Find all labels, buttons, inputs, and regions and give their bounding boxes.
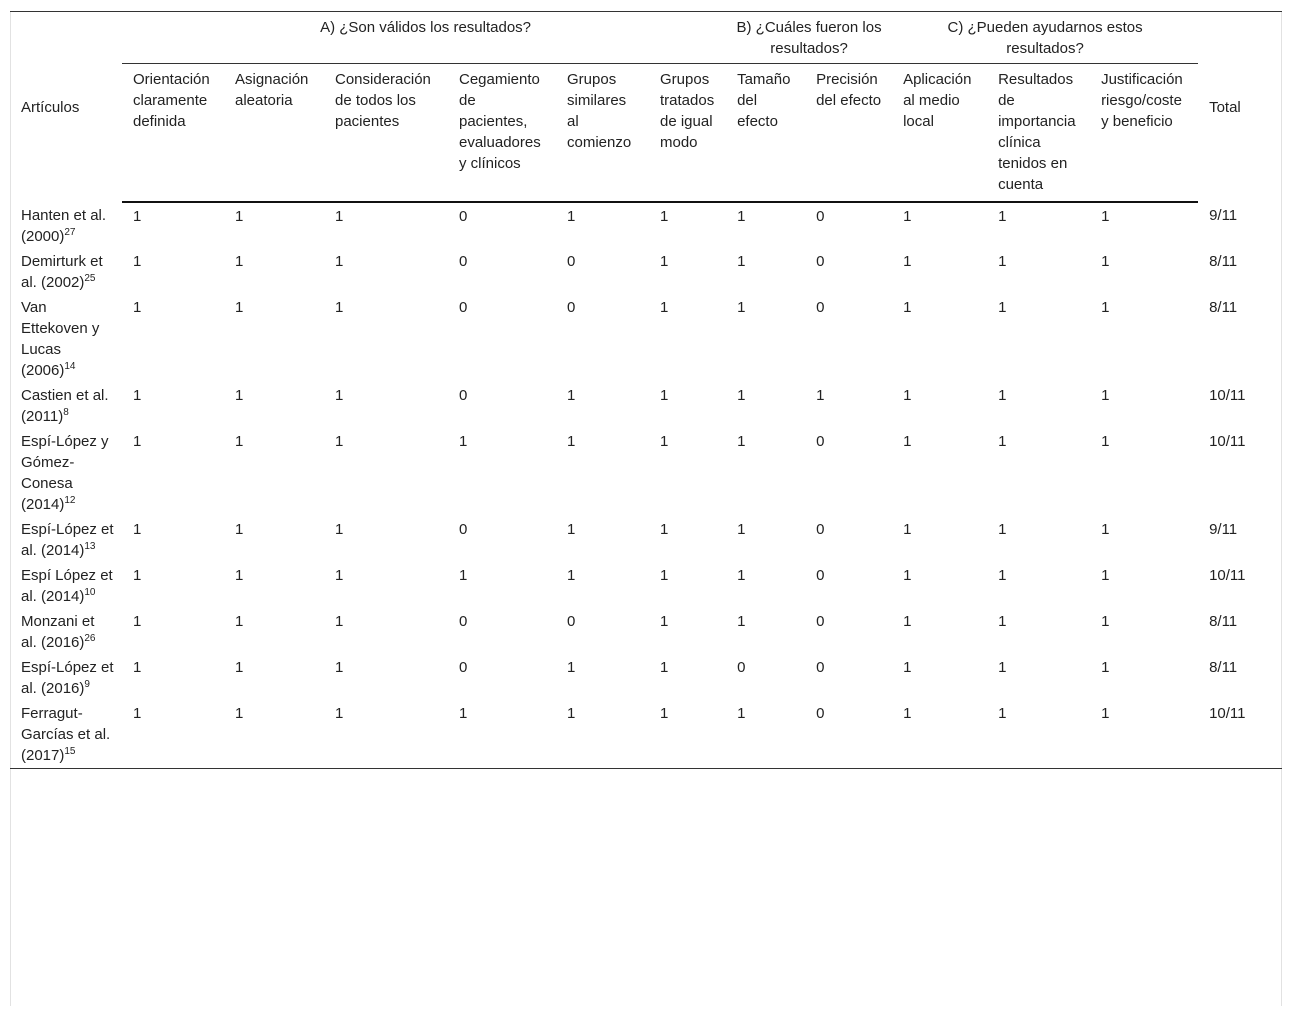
article-name: Espí-López et al. (2014) — [21, 521, 114, 559]
score-cell: 1 — [133, 387, 142, 404]
score-cell: 0 — [459, 208, 468, 225]
score-cell: 1 — [335, 567, 344, 584]
score-cell: 1 — [987, 700, 1090, 769]
score-cell: 1 — [335, 253, 344, 270]
group-a-header: A) ¿Son válidos los resultados? — [122, 12, 726, 64]
score-cell: 0 — [816, 253, 825, 270]
score-cell: 0 — [459, 299, 468, 316]
article-cell — [10, 608, 122, 654]
table-row — [10, 562, 1282, 608]
score-cell: 1 — [1101, 299, 1110, 316]
score-cell: 1 — [567, 567, 576, 584]
table-header — [10, 12, 1282, 203]
score-cell: 1 — [567, 521, 576, 538]
score-cell: 1 — [660, 299, 669, 316]
total-cell: 8/11 — [1209, 253, 1238, 270]
column-header: Cegamiento de pacientes, evaluadores y clínicos — [448, 64, 556, 203]
column-header: Tamaño del efecto — [726, 64, 805, 203]
score-cell: 1 — [660, 567, 669, 584]
reference-number: 25 — [84, 273, 96, 284]
column-header: Aplicación al medio local — [892, 64, 987, 203]
score-cell: 0 — [459, 613, 468, 630]
total-column-header: Total — [1198, 12, 1282, 203]
article-cell — [10, 562, 122, 608]
score-cell: 1 — [567, 659, 576, 676]
score-cell: 0 — [459, 253, 468, 270]
total-cell: 9/11 — [1209, 207, 1238, 224]
score-cell: 1 — [998, 433, 1007, 450]
score-cell: 1 — [892, 700, 987, 769]
table-row — [10, 428, 1282, 516]
reference-number: 27 — [64, 227, 76, 238]
article-name: Espí-López y Gómez-Conesa (2014) — [21, 433, 109, 513]
reference-number: 15 — [64, 746, 76, 757]
total-cell: 10/11 — [1209, 433, 1246, 450]
score-cell: 1 — [903, 387, 912, 404]
score-cell: 1 — [235, 299, 244, 316]
article-name: Espí López et al. (2014) — [21, 567, 113, 605]
score-cell: 1 — [235, 387, 244, 404]
score-cell: 0 — [816, 567, 825, 584]
score-cell: 1 — [998, 567, 1007, 584]
article-name: Espí-López et al. (2016) — [21, 659, 114, 697]
article-cell — [10, 248, 122, 294]
score-cell: 1 — [459, 433, 468, 450]
score-cell: 1 — [903, 613, 912, 630]
score-cell: 1 — [903, 521, 912, 538]
table-row — [10, 248, 1282, 294]
score-cell: 1 — [133, 659, 142, 676]
score-cell: 1 — [567, 208, 576, 225]
table-body — [10, 202, 1282, 769]
score-cell: 1 — [335, 521, 344, 538]
score-cell: 1 — [133, 567, 142, 584]
article-name: Demirturk et al. (2002) — [21, 253, 103, 291]
score-cell: 0 — [816, 659, 825, 676]
reference-number: 26 — [84, 633, 96, 644]
score-cell: 1 — [660, 613, 669, 630]
table-row — [10, 700, 1282, 769]
article-name: Monzani et al. (2016) — [21, 613, 95, 651]
score-cell: 0 — [816, 613, 825, 630]
score-cell: 1 — [660, 253, 669, 270]
score-cell: 0 — [816, 521, 825, 538]
score-cell: 1 — [459, 567, 468, 584]
score-cell: 0 — [816, 208, 825, 225]
total-cell: 8/11 — [1209, 613, 1238, 630]
score-cell: 1 — [1101, 433, 1110, 450]
score-cell: 1 — [737, 253, 746, 270]
article-cell — [10, 516, 122, 562]
reference-number: 10 — [84, 587, 96, 598]
article-cell — [10, 294, 122, 382]
score-cell: 1 — [133, 208, 142, 225]
score-cell: 1 — [1101, 521, 1110, 538]
table-row — [10, 202, 1282, 248]
score-cell: 1 — [737, 613, 746, 630]
score-cell: 1 — [235, 567, 244, 584]
score-cell: 1 — [335, 387, 344, 404]
score-cell: 1 — [660, 433, 669, 450]
score-cell: 1 — [133, 299, 142, 316]
score-cell: 1 — [335, 208, 344, 225]
score-cell: 1 — [737, 433, 746, 450]
score-cell: 1 — [1101, 387, 1110, 404]
score-cell: 1 — [235, 521, 244, 538]
score-cell: 1 — [335, 433, 344, 450]
article-name: Van Ettekoven y Lucas (2006) — [21, 299, 100, 379]
total-cell: 10/11 — [1198, 700, 1282, 769]
score-cell: 0 — [816, 299, 825, 316]
score-cell: 1 — [737, 299, 746, 316]
score-cell: 1 — [133, 253, 142, 270]
column-header: Asignación aleatoria — [224, 64, 324, 203]
reference-number: 14 — [64, 361, 76, 372]
table-row — [10, 654, 1282, 700]
reference-number: 9 — [84, 679, 90, 690]
score-cell: 1 — [133, 613, 142, 630]
score-cell: 1 — [1090, 700, 1198, 769]
article-name: Hanten et al. (2000) — [21, 207, 107, 245]
score-cell: 0 — [816, 433, 825, 450]
article-cell — [10, 654, 122, 700]
score-cell: 0 — [459, 387, 468, 404]
score-cell: 1 — [903, 659, 912, 676]
score-cell: 1 — [903, 299, 912, 316]
article-cell — [10, 202, 122, 248]
score-cell: 1 — [567, 387, 576, 404]
score-cell: 1 — [335, 659, 344, 676]
total-cell: 8/11 — [1209, 659, 1238, 676]
score-cell: 1 — [122, 700, 224, 769]
reference-number: 12 — [64, 495, 76, 506]
reference-number: 13 — [84, 541, 96, 552]
column-header: Consideración de todos los pacientes — [324, 64, 448, 203]
column-header: Resultados de importancia clínica tenidos en cuenta — [987, 64, 1090, 203]
article-name: Ferragut-Garcías et al. (2017) — [21, 705, 111, 764]
score-cell: 1 — [903, 208, 912, 225]
reference-number: 8 — [63, 407, 69, 418]
score-cell: 1 — [1101, 567, 1110, 584]
column-header: Grupos tratados de igual modo — [649, 64, 726, 203]
total-cell: 8/11 — [1209, 299, 1238, 316]
column-header: Grupos similares al comienzo — [556, 64, 649, 203]
score-cell: 1 — [660, 521, 669, 538]
group-b-header: B) ¿Cuáles fueron los resultados? — [726, 12, 892, 64]
total-cell: 10/11 — [1209, 387, 1246, 404]
score-cell: 1 — [737, 208, 746, 225]
score-cell: 1 — [816, 387, 825, 404]
score-cell: 1 — [335, 613, 344, 630]
column-header: Orientación claramente definida — [122, 64, 224, 203]
score-cell: 1 — [133, 521, 142, 538]
table-row — [10, 382, 1282, 428]
score-cell: 1 — [660, 659, 669, 676]
score-cell: 1 — [737, 387, 746, 404]
score-cell: 1 — [649, 700, 726, 769]
quality-assessment-table — [10, 11, 1282, 769]
total-cell: 9/11 — [1209, 521, 1238, 538]
score-cell: 1 — [1101, 253, 1110, 270]
articles-column-header: Artículos — [10, 12, 122, 203]
score-cell: 1 — [903, 253, 912, 270]
score-cell: 1 — [1101, 208, 1110, 225]
score-cell: 1 — [235, 208, 244, 225]
score-cell: 1 — [737, 521, 746, 538]
score-cell: 1 — [998, 299, 1007, 316]
article-cell — [10, 382, 122, 428]
score-cell: 1 — [1101, 613, 1110, 630]
score-cell: 1 — [660, 387, 669, 404]
score-cell: 0 — [737, 659, 746, 676]
table-row — [10, 608, 1282, 654]
score-cell: 1 — [903, 567, 912, 584]
score-cell: 1 — [235, 613, 244, 630]
score-cell: 1 — [235, 253, 244, 270]
score-cell: 1 — [998, 387, 1007, 404]
score-cell: 0 — [567, 613, 576, 630]
score-cell: 1 — [903, 433, 912, 450]
score-cell: 1 — [235, 433, 244, 450]
score-cell: 1 — [998, 613, 1007, 630]
score-cell: 0 — [805, 700, 892, 769]
score-cell: 1 — [448, 700, 556, 769]
score-cell: 0 — [459, 659, 468, 676]
score-cell: 1 — [567, 433, 576, 450]
column-header: Justificación riesgo/coste y beneficio — [1090, 64, 1198, 203]
score-cell: 1 — [998, 253, 1007, 270]
score-cell: 1 — [224, 700, 324, 769]
score-cell: 1 — [660, 208, 669, 225]
score-cell: 1 — [1101, 659, 1110, 676]
score-cell: 1 — [335, 299, 344, 316]
score-cell: 1 — [133, 433, 142, 450]
score-cell: 1 — [235, 659, 244, 676]
score-cell: 0 — [459, 521, 468, 538]
score-cell: 1 — [737, 567, 746, 584]
score-cell: 1 — [998, 521, 1007, 538]
score-cell: 1 — [998, 659, 1007, 676]
total-cell: 10/11 — [1209, 567, 1246, 584]
column-header: Precisión del efecto — [805, 64, 892, 203]
score-cell: 1 — [726, 700, 805, 769]
article-cell — [10, 428, 122, 516]
score-cell: 1 — [324, 700, 448, 769]
score-cell: 0 — [567, 299, 576, 316]
article-name: Castien et al. (2011) — [21, 387, 109, 425]
table-row — [10, 294, 1282, 382]
score-cell: 1 — [556, 700, 649, 769]
table-row — [10, 516, 1282, 562]
article-cell — [10, 700, 122, 769]
score-cell: 0 — [567, 253, 576, 270]
score-cell: 1 — [998, 208, 1007, 225]
group-c-header: C) ¿Pueden ayudarnos estos resultados? — [892, 12, 1198, 64]
